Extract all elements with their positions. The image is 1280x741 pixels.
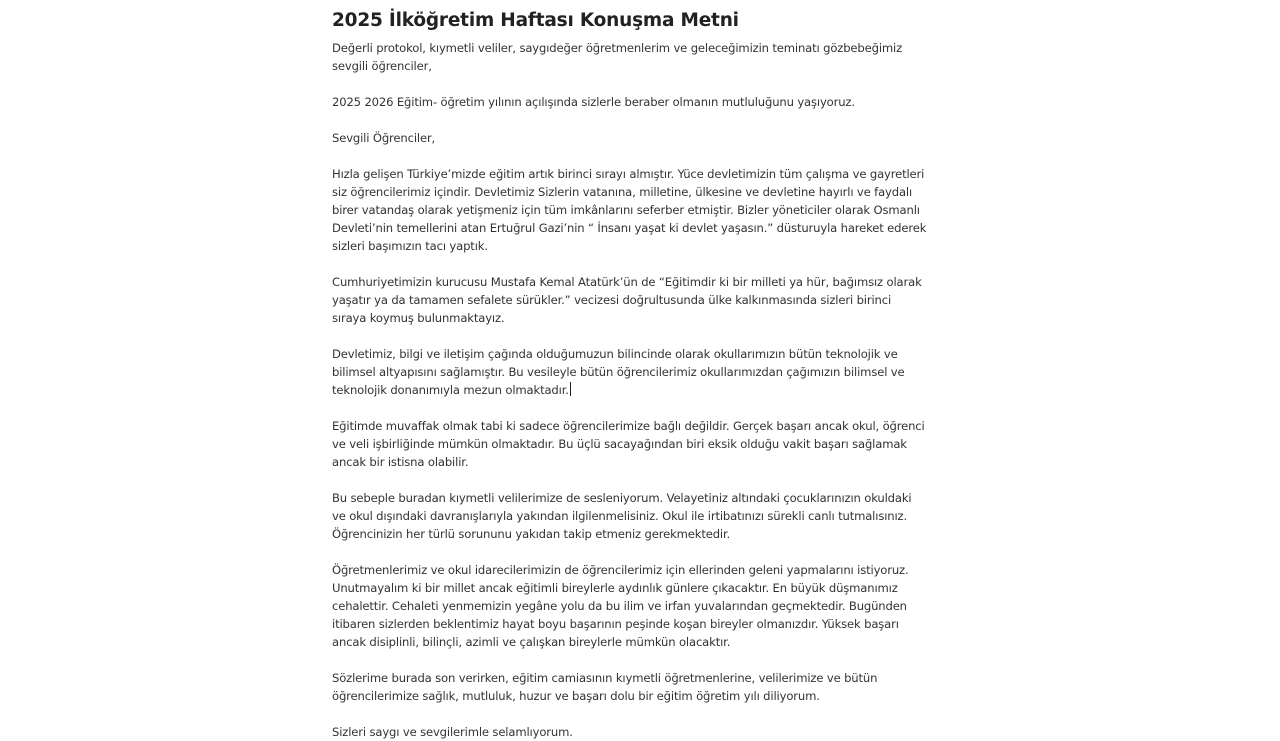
text-cursor (570, 382, 571, 396)
paragraph-ataturk: Cumhuriyetimizin kurucusu Mustafa Kemal Atatürk’ün de “Eğitimdir ki bir milleti ya hür, bağımsız olarak yaşatır ya da tamamen sefalete sürükler.” vecizesi doğrultusunda ülke kalkınmasında sizleri birinci sıraya koymuş bulunmaktayız. (332, 275, 922, 325)
paragraph-technology-text: Devletimiz, bilgi ve iletişim çağında olduğumuzun bilincinde olarak okullarımızın bütün teknolojik ve bilimsel altyapısını sağlamıştır. Bu vesileyle bütün öğrencilerimiz okullarımızdan çağımızın bilimsel ve teknolojik donanımıyla mezun olmaktadır. (332, 347, 905, 397)
document-body[interactable] (332, 8, 928, 741)
document-title: 2025 İlköğretim Haftası Konuşma Metni (332, 10, 739, 31)
paragraph-closing: Sözlerime burada son verirken, eğitim camiasının kıymetli öğretmenlerine, velilerimize ve bütün öğrencilerimize sağlık, mutluluk, huzur ve başarı dolu bir eğitim öğretim yılı diliyorum. (332, 671, 878, 703)
paragraph-teachers: Öğretmenlerimiz ve okul idarecilerimizin de öğrencilerimiz için ellerinden geleni yapmalarını istiyoruz. Unutmayalım ki bir millet ancak eğitimli bireylerle aydınlık günlere çıkacaktır. En büyük düşmanımız cehalettir. Cehaleti yenmemizin yegâne yolu da bu ilim ve irfan yuvalarından geçmektedir. Bugünden itibaren sizlerden beklentimiz hayat boyu başarının peşinde koşan bireyler olmanızdır. Yüksek başarı ancak disiplinli, bilinçli, azimli ve çalışkan bireylerle mümkün olacaktır. (332, 563, 909, 649)
paragraph-turkiye: Hızla gelişen Türkiye’mizde eğitim artık birinci sırayı almıştır. Yüce devletimizin tüm çalışma ve gayretleri siz öğrencilerimiz içindir. Devletimiz Sizlerin vatanına, milletine, ülkesine ve devletine hayırlı ve faydalı birer vatandaş olarak yetişmeniz için tüm imkânlarını seferber etmiştir. Bizler yöneticiler olarak Osmanlı Devleti’nin temellerini atan Ertuğrul Gazi’nin “ İnsanı yaşat ki devlet yaşasın.” düsturuyla hareket ederek sizleri başımızın tacı yaptık. (332, 167, 927, 253)
paragraph-farewell: Sizleri saygı ve sevgilerimle selamlıyorum. (332, 725, 573, 739)
paragraph-cooperation: Eğitimde muvaffak olmak tabi ki sadece öğrencilerimize bağlı değildir. Gerçek başarı ancak okul, öğrenci ve veli işbirliğinde mümkün olmaktadır. Bu üçlü sacayağından biri eksik olduğu vakit başarı sağlamak ancak bir istisna olabilir. (332, 419, 925, 469)
paragraph-opening: 2025 2026 Eğitim- öğretim yılının açılışında sizlerle beraber olmanın mutluluğunu yaşıyoruz. (332, 95, 855, 109)
paragraph-parents: Bu sebeple buradan kıymetli velilerimize de sesleniyorum. Velayetiniz altındaki çocuklarınızın okuldaki ve okul dışındaki davranışlarıyla yakından ilgilenmelisiniz. Okul ile irtibatınızı sürekli canlı tutmalısınız. Öğrencinizin her türlü sorununu yakıdan takip etmeniz gerekmektedir. (332, 491, 912, 541)
paragraph-technology (332, 345, 928, 399)
paragraph-salutation: Sevgili Öğrenciler, (332, 131, 436, 145)
paragraph-greeting: Değerli protokol, kıymetli veliler, saygıdeğer öğretmenlerim ve geleceğimizin teminatı gözbebeğimiz sevgili öğrenciler, (332, 41, 903, 73)
